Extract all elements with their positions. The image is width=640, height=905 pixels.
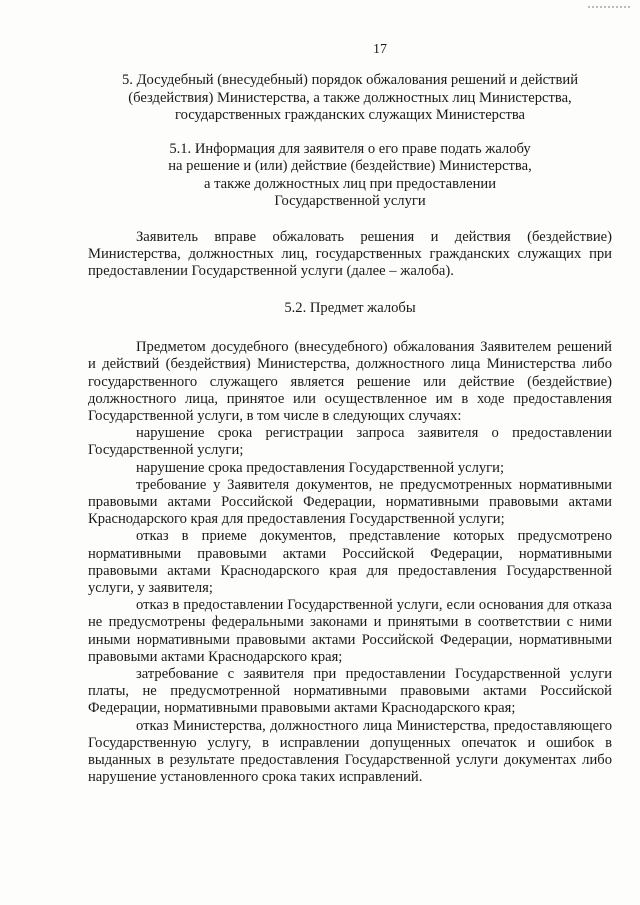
section-5-1-heading-line: а также должностных лиц при предоставлении — [203, 175, 497, 192]
section-5-heading-line: 5. Досудебный (внесудебный) порядок обжалования решений и действий — [121, 72, 579, 88]
section-5-1-heading-line: Государственной услуги — [274, 193, 426, 209]
list-item: нарушение срока регистрации запроса заявителя о предоставлении Государственной услуги; — [88, 425, 612, 459]
section-5-heading-line: государственных гражданских служащих Министерства — [174, 107, 525, 123]
section-5-1-paragraph: Заявитель вправе обжаловать решения и действия (бездействие) Министерства, должностных лиц, государственных гражданских служащих при предоставлении Государственной услуги (далее – жалоба). — [88, 228, 612, 279]
list-item: затребование с заявителя при предоставлении Государственной услуги платы, не предусмотренной нормативными правовыми актами Российской Федерации, нормативными правовыми актами Краснодарского края; — [88, 665, 612, 717]
section-5-heading — [88, 72, 612, 125]
section-5-heading-line: (бездействия) Министерства, а также должностных лиц Министерства, — [128, 89, 572, 106]
section-5-2-intro: Предметом досудебного (внесудебного) обжалования Заявителем решений и действий (бездействия) Министерства, должностного лица Министерства либо государственного служащего является решение или действие (бездействие) должностного лица, принятое или осуществленное им в ходе предоставления Государственной услуги, в том числе в следующих случаях: — [88, 339, 612, 424]
scan-corner-mark — [588, 6, 630, 8]
list-item: отказ Министерства, должностного лица Министерства, предоставляющего Государственную услугу, в исправлении допущенных опечаток и ошибок в выданных в результате предоставления Государственной услуги документах либо нарушение установленного срока таких исправлений. — [88, 717, 612, 786]
list-item: требование у Заявителя документов, не предусмотренных нормативными правовыми актами Российской Федерации, нормативными правовыми актами Краснодарского края для предоставления Государственной услуги; — [88, 476, 612, 528]
section-5-1-heading-line: 5.1. Информация для заявителя о его праве подать жалобу — [169, 140, 531, 157]
list-item: отказ в приеме документов, представление которых предусмотрено нормативными правовыми актами Российской Федерации, нормативными правовыми актами Краснодарского края для предоставления Государственной услуги, у заявителя; — [88, 528, 612, 596]
list-item: нарушение срока предоставления Государственной услуги; — [136, 459, 505, 476]
section-5-2-heading: 5.2. Предмет жалобы — [284, 300, 416, 317]
list-item: отказ в предоставлении Государственной услуги, если основания для отказа не предусмотрены федеральными законами и принятыми в соответствии с ними иными нормативными правовыми актами Российской Федерации, нормативными правовыми актами Краснодарского края; — [88, 597, 612, 665]
section-5-1-heading — [88, 141, 612, 211]
page-number: 17 — [373, 42, 387, 57]
section-5-1-heading-line: на решение и (или) действие (бездействие) Министерства, — [168, 158, 532, 174]
